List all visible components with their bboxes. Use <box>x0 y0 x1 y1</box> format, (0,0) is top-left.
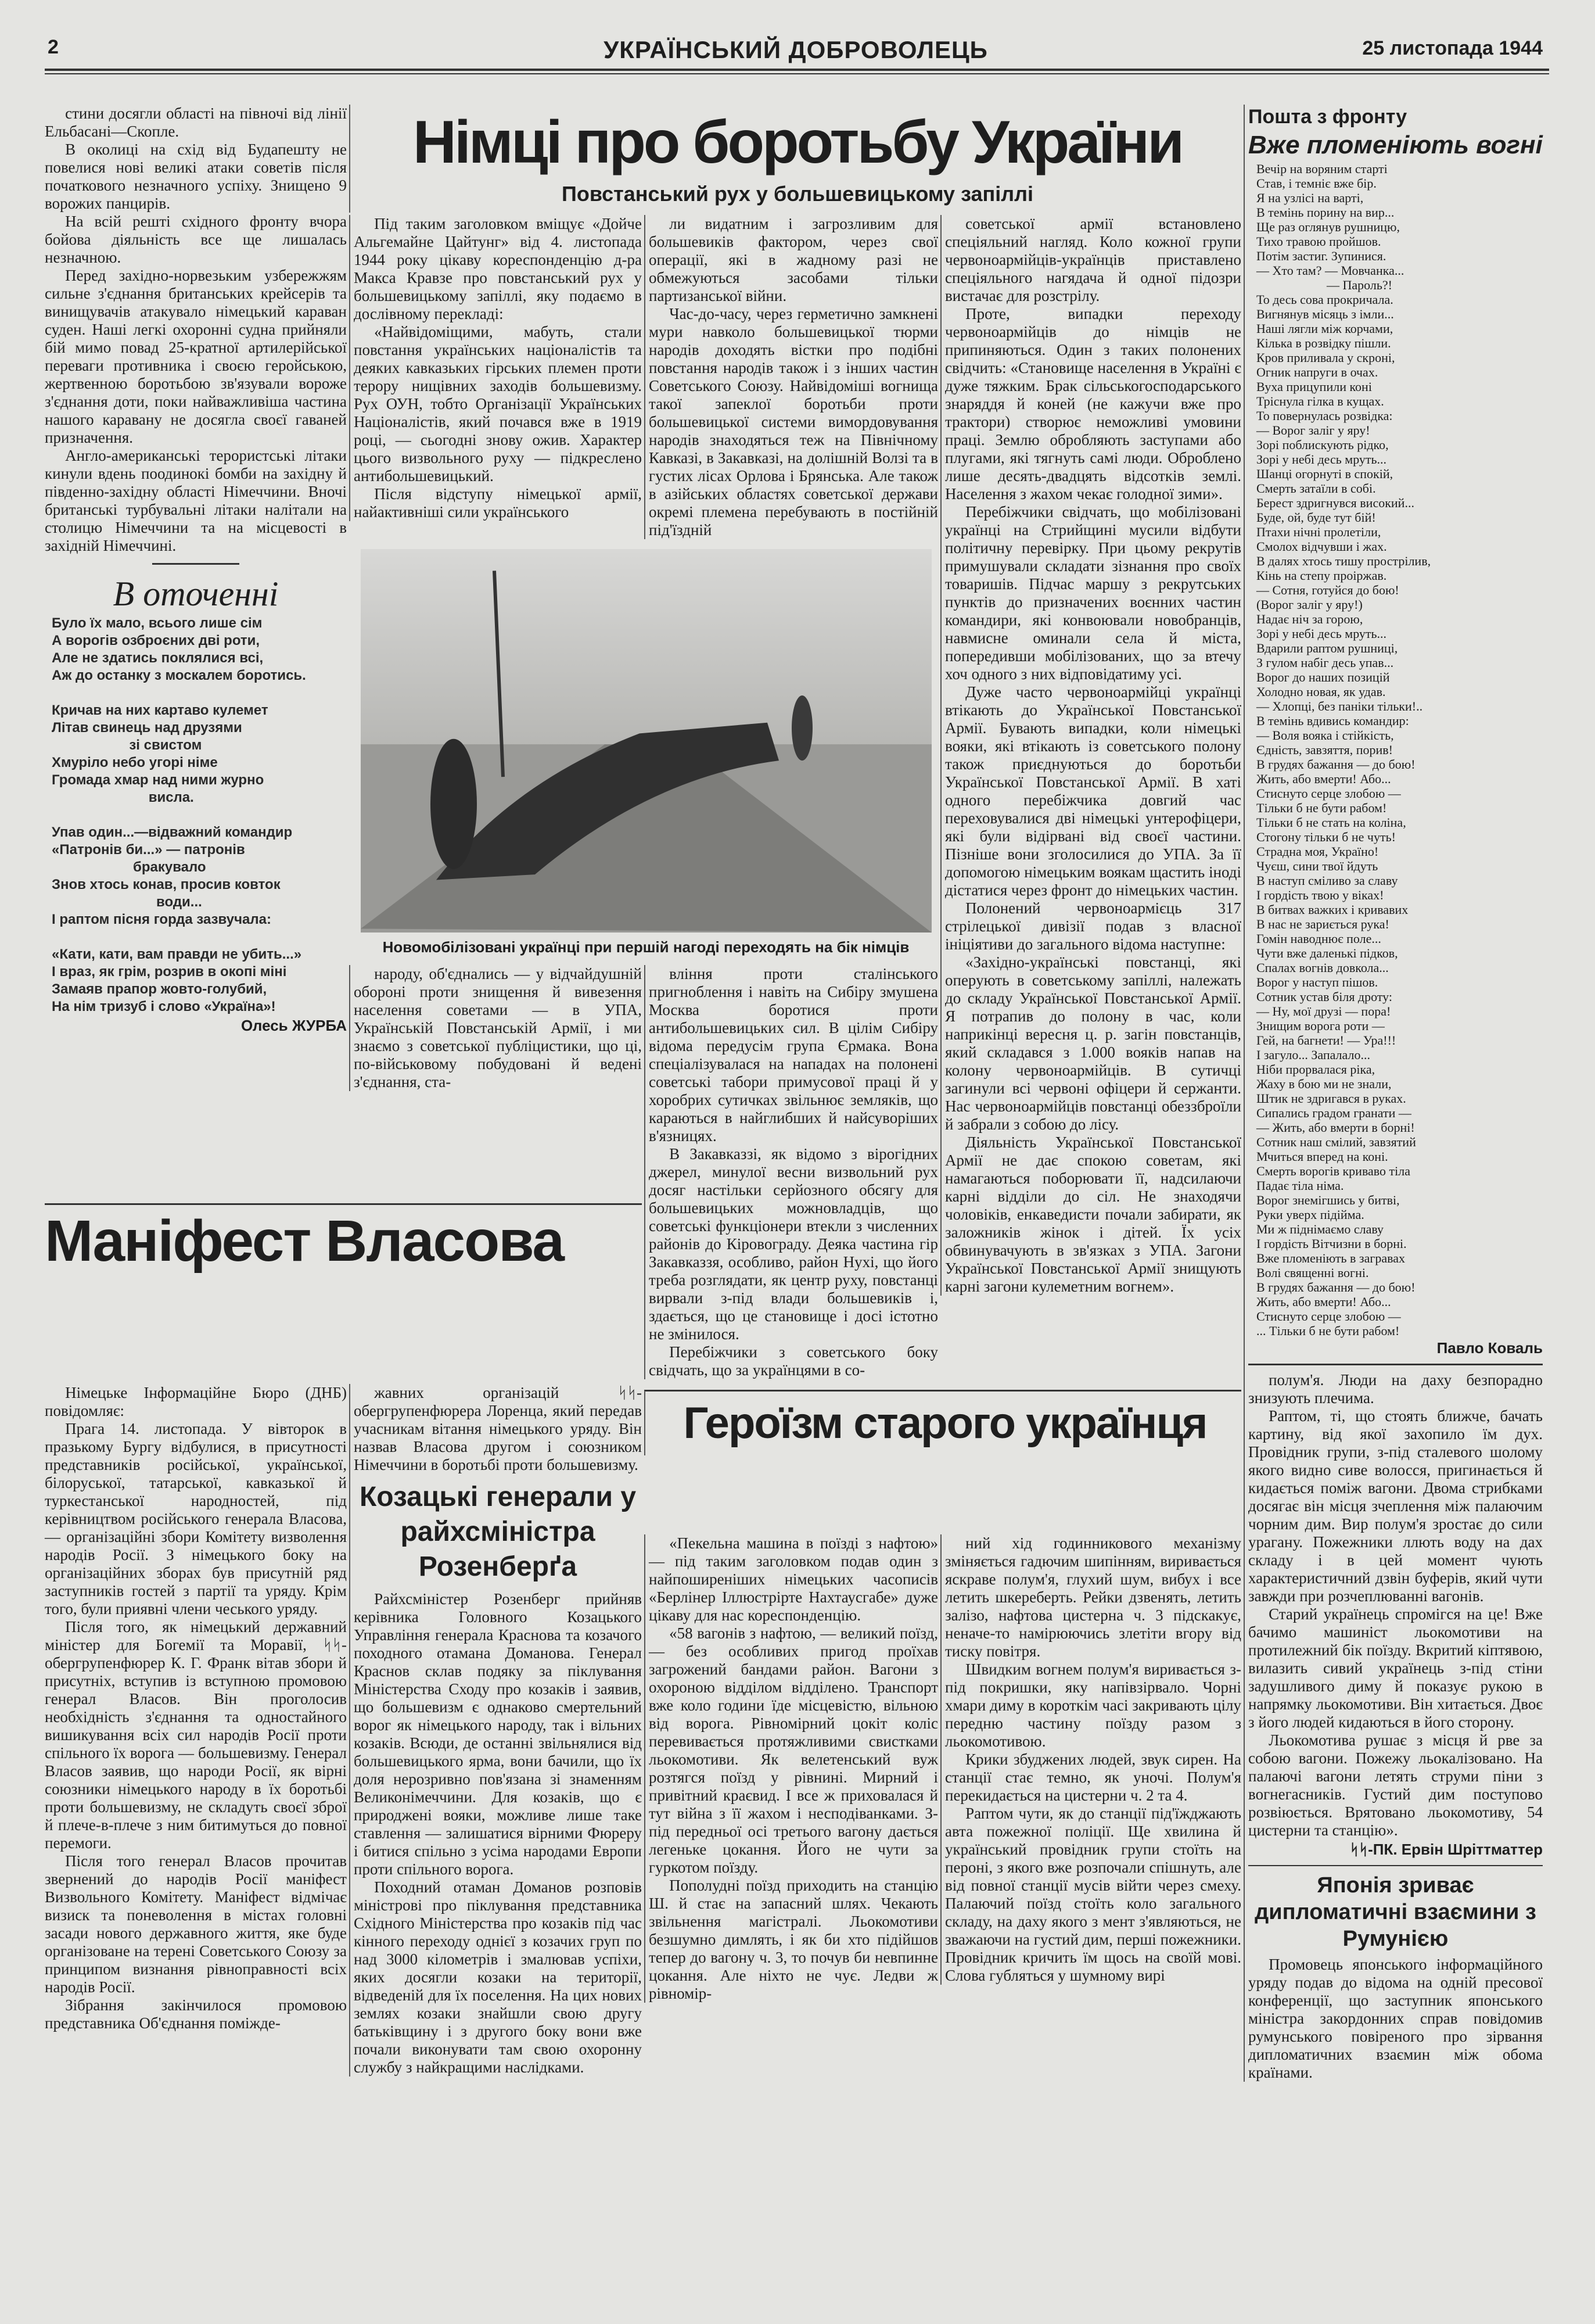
poem-line: Упав один...—відважний командир <box>52 824 293 840</box>
paragraph: Під таким заголовком вміщує «Дойче Альгемайне Цайтунг» від 4. листопада 1944 року цікаву кореспонденцію д-ра Макса Кравзе про повстанський рух у большевицькому запіллі, яку подаємо в дослівному перекладі: <box>354 215 642 323</box>
main-col-2 <box>644 215 938 539</box>
poem-line: Вечір на воряним старті <box>1256 162 1388 176</box>
page-number: 2 <box>48 36 59 58</box>
heroism-author: ᛋᛋ-ПК. Ервін Шріттматтер <box>1349 1841 1543 1858</box>
paragraph: ли видатним і загрозливим для большевиків фактором, через свої операції, які в жадному разі не обмежуються засобами тільки партизанської війни. <box>649 215 938 305</box>
paragraph: полум'я. Люди на даху безпорадно знизують плечима. <box>1248 1371 1543 1407</box>
paragraph: Швидким вогнем полум'я виривається з-під покришки, яку напівзірвало. Чорні хмари диму в короткім часі закривають цілу передню частину поїзду разом з льокомотивою. <box>945 1660 1241 1751</box>
poem-line: Ворог у наступ пішов. <box>1256 975 1378 989</box>
paragraph: Після відступу німецької армії, найактивніші сили українського <box>354 485 642 521</box>
poem-line: Ми ж піднімаємо славу <box>1256 1222 1384 1236</box>
poem-line: Вже пломеніють в загравах <box>1256 1251 1406 1265</box>
poem-line: І загуло... Запалало... <box>1256 1048 1370 1062</box>
poem-line: Жаху в бою ми не знали, <box>1256 1077 1392 1091</box>
main-headline: Німці про боротьбу України <box>412 109 1183 176</box>
paragraph: Пополудні поїзд приходить на станцію Ш. й стає на запасний шлях. Чекають звільнення магістралі. Льокомотиви безшумно димлять, і як би хто підійшов тепер до вагону ч. 3, то почув би невпинне цокання. Але ніхто не чує. Ледви ж рівномір- <box>649 1877 938 2003</box>
poem-line: В темінь вдивись командир: <box>1256 713 1409 728</box>
poem-line: Ще раз оглянув рушницю, <box>1256 220 1400 234</box>
poem-line: Хмуріло небо угорі німе <box>52 755 218 770</box>
front-mail-poem <box>1248 162 1543 1338</box>
poem-line: І гордість Вітчизни в борні. <box>1256 1236 1407 1251</box>
poem-line: Жить, або вмерти! Або... <box>1256 772 1391 786</box>
issue-date: 25 листопада 1944 <box>1362 37 1543 59</box>
poem-line: З гулом набіг десь упав... <box>1256 655 1394 670</box>
paragraph: Після того, як німецький державний міністер для Богемії та Моравії, ᛋᛋ-обергрупенфюрер К. Г. Франк вітав збори й присутніх, вступив із вступною промовою генерал Власов. Він проголосив необхідність з'єднання та одностайного вишикування всіх сил народів Росії проти спільного їх ворога — большевизму. Генерал Власов заявив, що народи Росії, як вірні союзники німецького народу в їх боротьбі проти большевизму, не складуть своєї зброї й плече-в-плече з ним битимуться до повної перемоги. <box>45 1618 347 1852</box>
left-column <box>45 105 347 1035</box>
poem-line: То повернулась розвідка: <box>1256 408 1393 423</box>
paragraph: Райхсміністер Розенберг прийняв керівника Головного Козацького Управління генерала Краснова та козачого походного отамана Доманова. Генерал Краснов склав подяку за піклування Міністерства Сходу про козаків і заявив, що большевизм є однаково смертельний ворог як німецького народу, так і вільних козаків. Всюди, де останні звільнялися від большевицького ярма, вони бачили, що їх доля нерозривно пов'язана зі знаменням Великонімеччини. Для козаків, що є природжені вояки, можливе лише таке ставлення — залишатися вірними Фюреру і битися спільно з усіма народами Европи проти спільного ворога. <box>354 1590 642 1878</box>
poem-line: «Кати, кати, вам правди не убить...» <box>52 946 302 962</box>
poem-line: Спалах вогнів довкола... <box>1256 960 1389 975</box>
main-col-2-lower <box>644 965 938 1379</box>
poem-line: І гордість твою у віках! <box>1256 888 1384 902</box>
poem-line: Кров приливала у скроні, <box>1256 350 1395 365</box>
paragraph: «58 вагонів з нафтою, — великий поїзд, — без особливих пригод проїхав загрожений бандами район. Вагони з охороною відділом відділено. Транспорт вже коло години їде місцевістю, вільною від ворога. Рівномірний цокіт коліс перевивається протяжливими свистками льокомотиви. Як велетенський вуж розтягся поїзд у рівнині. Мирний і привітний краєвид. І все ж приховалася й тут війна з її жахом і несподіванками. З-під передньої осі третього вагону дається легеньке цокання. Його не чути за гуркотом поїзду. <box>649 1624 938 1877</box>
main-header <box>349 105 1241 213</box>
masthead-rule-thin <box>45 73 1549 74</box>
paragraph: Промовець японського інформаційного уряду подав до відома на одній пресової конференції, що заступник японського міністра закордонних справ повідомив румунського повіреного про зірвання дипломатичних взаємин між обома країнами. <box>1248 1956 1543 2081</box>
vlasov-col-2 <box>354 1384 642 1474</box>
poem-line: Зорі поблискують рідко, <box>1256 437 1389 452</box>
poem-line: Тільки б не бути рабом! <box>1256 801 1387 815</box>
poem-line: Замаяв прапор жовто-голубий, <box>52 981 267 997</box>
poem-line: висла. <box>52 790 194 805</box>
poem-line: Чути вже даленькі підков, <box>1256 946 1398 960</box>
poem-line: Вуха прицупили коні <box>1256 379 1372 394</box>
poem-line: Огник напруги в очах. <box>1256 365 1378 379</box>
poem-line: Кілька в розвідку пішли. <box>1256 336 1391 350</box>
main-col-1-lower <box>349 965 642 1091</box>
paragraph: стини досягли області на півночі від лінії Ельбасані—Скопле. <box>45 105 347 140</box>
poem-line <box>52 928 347 946</box>
poem-line: В грудях бажання — до бою! <box>1256 1280 1416 1294</box>
paragraph: В околиці на схід від Будапешту не повелися нові великі атаки советів після початкового незначного успіху. Знищено 9 ворожих панцирів. <box>45 141 347 212</box>
paragraph: Англо-американські терористські літаки кинули вдень поодинокі бомби на західну й південно-західну області Німеччини. Вночі британські турбувальні літаки налітали на столицю Німеччини та на місцевості в західній Німеччині. <box>45 447 347 554</box>
poem-line: — Хто там? — Мовчанка... <box>1256 263 1404 278</box>
poem-line: Птахи нічні пролетіли, <box>1256 525 1381 539</box>
poem-line: «Патронів би...» — патронів <box>52 842 245 858</box>
poem-line: Сипались градом гранати — <box>1256 1106 1411 1120</box>
paragraph: Проте, випадки переходу червоноармійців до німців не припиняються. Один з таких полонених свідчить: «Становище населення в Україні є дуже тяжким. Брак сільськогосподарського знаряддя й коней (не кажучи вже про трактори) створює неможливі умовини праці. Землю обробляють заступами або плугами, які тягнуть самі люди. Оброблено лише десять-двадцять відсотків землі. Населення з жахом чекає голодної зими». <box>945 305 1241 503</box>
paragraph: Перебіжчики з советського боку свідчать, що за українцями в со- <box>649 1343 938 1379</box>
poem-line: Вдарили раптом рушниці, <box>1256 641 1398 655</box>
paragraph: жавних організацій ᛋᛋ-обергрупенфюрера Лоренца, який передав учасникам вітання німецького уряду. Він назвав Власова другом і союзником Німеччини в боротьбі проти большевизму. <box>354 1384 642 1474</box>
vlasov-headline: Маніфест Власова <box>45 1208 563 1274</box>
front-mail-kicker: Пошта з фронту <box>1248 106 1407 128</box>
japan-article <box>1248 1956 1543 2082</box>
poem-line: Стогону тільки б не чуть! <box>1256 830 1396 844</box>
main-col-3 <box>940 215 1241 1296</box>
poem-line: Кінь на степу проіржав. <box>1256 568 1387 583</box>
poem-line: В грудях бажання — до бою! <box>1256 757 1416 772</box>
paragraph: Раптом чути, як до станції під'їжджають авта пожежної поліції. Ще хвилина й український провідник групи стоїть на пероні, з якого вже розпочали спішнуть, але від повної станції мусів війти через смеху. Палаючий поїзд стоїть коло загального складу, на даху якого з мент з'являються, не зважаючи на густий дим, перші пожежники. Провідник кричить їм щось на своїй мові. Слова губляться у шумному вирі <box>945 1805 1241 1985</box>
paragraph: «Західно-українські повстанці, які оперують в советському запіллі, належать до складу Української Повстанської Армії. Я потрапив до полону в час, коли наприкінці вересня ц. р. загін повстанців, який складався з 1.000 вояків напав на колону червоноармійців. В сутичці загинули всі червоні офіцери й сержанти. Нас червоноармійців повстанці обеззброїли й забрали з собою до лісу. <box>945 953 1241 1134</box>
heroism-col-2 <box>940 1534 1241 1985</box>
masthead-rule <box>45 69 1549 71</box>
heroism-col-1 <box>644 1534 938 2003</box>
poem-line: бракувало <box>52 859 206 875</box>
heroism-header <box>644 1390 1241 1455</box>
poem-line: води... <box>52 894 202 910</box>
poem-line: Шанці огорнуті в спокій, <box>1256 467 1393 481</box>
vlasov-col-1 <box>45 1384 347 2032</box>
vlasov-col-2-block <box>349 1384 642 2076</box>
divider <box>1248 1865 1543 1866</box>
poem-line: (Ворог заліг у яру!) <box>1256 597 1363 612</box>
poem-line: Волі священні вогні. <box>1256 1265 1369 1280</box>
paragraph: Старий українець спромігся на це! Вже бачимо машиніст льокомотиви на протилежний бік поїзду. Вкритий кіптявою, вилазить сивий українець з-під стіни задушливого диму й показує рукою в напрямку льокомотиви. Він хитається. Двоє з його людей кидаються в його сторону. <box>1248 1605 1543 1731</box>
poem-line: І раптом пісня горда зазвучала: <box>52 912 271 927</box>
poem-line: Гомін наводнює поле... <box>1256 931 1381 946</box>
poem-line: Знов хтось конав, просив ковток <box>52 877 281 892</box>
front-mail-author: Павло Коваль <box>1436 1339 1543 1357</box>
poem-line: Берест здригнувся високий... <box>1256 496 1414 510</box>
poem-line: Страдна моя, Україно! <box>1256 844 1379 859</box>
heroism-col-3 <box>1248 1371 1543 1839</box>
divider <box>1248 1364 1543 1365</box>
poem-line: В наступ сміливо за славу <box>1256 873 1398 888</box>
paragraph: «Найвідоміщими, мабуть, стали повстання українських націоналістів та деяких кавказьких гірських племен проти терору нищівних заходів большевизму. Рух ОУН, тобто Організації Українських Націоналістів, який почався вже в 1919 році, — сьогодні знову ожив. Характер цього визвольного руху — підкреслено антибольшевицький. <box>354 323 642 485</box>
poem-line: Зорі у небі десь мруть... <box>1256 626 1387 641</box>
poem-line: Мчиться вперед на коні. <box>1256 1149 1388 1164</box>
right-column <box>1244 105 1543 2082</box>
poem-line: — Жить, або вмерти в борні! <box>1256 1120 1415 1135</box>
newspaper-title: УКРАЇНСЬКИЙ ДОБРОВОЛЕЦЬ <box>603 36 988 63</box>
paragraph: Діяльність Української Повстанської Армії не дає спокою советам, які намагаються поборювати її, надсилаючи карні відділи до сіл. Не знаходячи чоловіків, енкаведисти почали забирати, як заложників жінок і дітей. Їх усіх обвинувачують в зв'язках з УПА. Загони Української Повстанської Армії знищують карні загони кулеметним вогнем». <box>945 1134 1241 1296</box>
poem-line: Сотник устав біля дроту: <box>1256 989 1392 1004</box>
poem-line: — Воля вояка і стійкість, <box>1256 728 1394 743</box>
poem-line: І враз, як грім, розрив в окопі міні <box>52 964 287 980</box>
paragraph: Перебіжчики свідчать, що мобілізовані українці на Стрийщині мусили відбути політичну перевірку. При цьому рекрутів примушували складати зізнання про своїх товаришів. Підчас маршу з рекрутських пунктів до призначених воєнних частин командири, які конвоювали новобранців, навмисне оминали села й міста, попередивши мобілізованих, що за втечу хоч одного з них відповідатиму усі. <box>945 503 1241 683</box>
poem-line: — Сотня, готуйся до бою! <box>1256 583 1399 597</box>
paragraph: Зібрання закінчилося промовою представника Об'єднання поміжде- <box>45 1996 347 2032</box>
paragraph: ний хід годинникового механізму зміняється гадючим шипінням, виривається яскраве полум'я, глухий шум, вибух і все летить шкереберть. Рейки дзвенять, летить залізо, нафтова цистерна ч. 3 підскакує, неначе-то намірюючись злетіти вгору від тиску повітря. <box>945 1534 1241 1660</box>
paragraph: Німецьке Інформаційне Бюро (ДНБ) повідомляє: <box>45 1384 347 1420</box>
poem-line: В темінь порину на вир... <box>1256 205 1395 220</box>
poem-line: А ворогів озброєних дві роти, <box>52 633 260 648</box>
poem-line: Потім застиг. Зупинися. <box>1256 249 1386 263</box>
poem-line: Ворог знемігшись у битві, <box>1256 1193 1400 1207</box>
poem-line: Стиснуто серце злобою — <box>1256 786 1401 801</box>
poem-line: В битвах важких і кривавих <box>1256 902 1409 917</box>
paragraph: народу, об'єднались — у відчайдушній обороні проти знищення й вивезення населення советами — в УПА, Українській Повстанській Армії, і ми знаємо з советської публіцистики, що ці, по-військовому побудовані й ведені з'єднання, ста- <box>354 964 642 1091</box>
paragraph: Після того генерал Власов прочитав звернений до народів Росії маніфест Визвольного Комітету. Маніфест відмічає визиск та поневолення в містах головні засади нового державного життя, яке буде організоване на терені Советського Союзу за принципом визнання рівноправності всіх народів Росії. <box>45 1852 347 1996</box>
poem-title: В оточенні <box>113 575 279 613</box>
cossacks-article <box>354 1590 642 2076</box>
poem-line: Ворог до наших позицій <box>1256 670 1390 684</box>
poem-line: Тріснула гілка в кущах. <box>1256 394 1384 408</box>
poem-line: В нас не зариється рука! <box>1256 917 1389 931</box>
poem-line: Чуєш, сини твої йдуть <box>1256 859 1378 873</box>
photo-block <box>354 542 938 963</box>
paragraph: В Закавказзі, як відомо з вірогідних джерел, минулої весни визвольний рух досяг настільки серйозного обсягу для большевицьких можновладців, що советські функціонери втекли з численних районів до Кіровограду. Деяка частина гір Закавказзя, особливо, район Нухі, що його треба розглядати, як центр руху, повстанці вирвали з-під влади большевиків і, здається, що це становище і досі істотно не змінилося. <box>649 1145 938 1343</box>
poem-line: Буде, ой, буде тут бій! <box>1256 510 1376 525</box>
poem-line: Руки уверх підійма. <box>1256 1207 1364 1222</box>
paragraph: Полонений червоноармієць 317 стрілецької дивізії подав з власної ініціятиви до загального відома наступне: <box>945 899 1241 953</box>
war-report <box>45 105 347 555</box>
poem-line: Вигнянув місяць з імли... <box>1256 307 1394 321</box>
poem-line: Єдність, завзяття, порив! <box>1256 743 1393 757</box>
poem-line: Стиснуто серце злобою — <box>1256 1309 1401 1324</box>
paragraph: вління проти сталінського пригноблення і навіть на Сибіру змушена Москва боротися проти антибольшевицьких сил. В цілім Сибіру відома передусім група Єрмака. Вона спеціалізувалася на нападах на полонені советські табори примусової праці й у хоробрих сутичках звільнює земляків, що караються в найглибших й найсуворіших в'язницях. <box>649 964 938 1145</box>
poem-line: Смерть ворогів криваво тіла <box>1256 1164 1411 1178</box>
poem-line: — Ну, мої друзі — пора! <box>1256 1004 1391 1018</box>
heroism-headline: Героїзм старого українця <box>683 1398 1207 1448</box>
poem-line: Тихо травою пройшов. <box>1256 234 1381 249</box>
main-col-1 <box>349 215 642 521</box>
paragraph: Крики збуджених людей, звук сирен. На станції стає темно, як уночі. Полум'я перекидається на цистерни ч. 2 та 4. <box>945 1751 1241 1805</box>
poem-line: Я на узлісі на варті, <box>1256 191 1364 205</box>
paragraph: советської армії встановлено спеціяльний нагляд. Коло кожної групи червоноармійців-українців приставлено спеціяльного нагядача й одної підозри вистачає для розстрілу. <box>945 215 1241 305</box>
poem-encircled <box>45 615 347 1016</box>
paragraph: Прага 14. листопада. У вівторок в празькому Бургу відбулися, в присутності представників російської, української, білоруської, татарської, кавказької й туркестанської народностей, під керівництвом російського генерала Власова, — організаційні збори Комітету визволення народів Росії. З німецького боку на організаційних зборах був присутній ряд заступників гостей з партії та уряду. Крім того, були приявні члени чеського уряду. <box>45 1420 347 1618</box>
vlasov-header <box>45 1203 642 1277</box>
poem-line: Смолох відчувши і жах. <box>1256 539 1387 554</box>
poem-line: Знищим ворога роти — <box>1256 1018 1385 1033</box>
page-grid <box>45 105 1543 2082</box>
paragraph: «Пекельна машина в поїзді з нафтою» — під таким заголовком подав один з найпоширеніших німецьких часописів «Берлінер Іллюстрірте Нахтаусгабе» дуже цікаву для нас кореспонденцію. <box>649 1534 938 1624</box>
poem-line: — Хлопці, без паніки тільки!.. <box>1256 699 1423 713</box>
poem-line: Літав свинець над друзями <box>52 720 242 736</box>
poem-line: Ніби прорвалася ріка, <box>1256 1062 1375 1077</box>
paragraph: Час-до-часу, через герметично замкнені мури навколо большевицької тюрми народів доходять вістки про подібні повстання народів також і з інших частин Советського Союзу. Найвідоміші вогнища такої запеклої боротьби проти большевицької системи вимордовування народів знаходяться теж на Північному Кавказі, в Закавказі, на долішній Волзі та в густих лісах Орлова і Брянська. Але також в азійських областях советської держави окремі племена перебувають в постійній під'їздній <box>649 305 938 539</box>
paragraph: Раптом, ті, що стоять ближче, бачать картину, від якої захопило їм дух. Провідник групи, з-під сталевого шолому якого видно сиве волосся, пригинається й кидається поміж вагони. Двома стрибками досягає він місця зчеплення між палаючим чорним дим. Вир полум'я зростає до сили урагану. Пожежники ллють воду на дах складу і в цей момент чують характеристичний дзвін буферів, який чути завжди при розчеплюванні вагонів. <box>1248 1407 1543 1605</box>
poem-line: Жить, або вмерти! Або... <box>1256 1294 1391 1309</box>
poem-line: Аж до останку з москалем боротись. <box>52 668 306 683</box>
poem-line: Став, і темніє вже бір. <box>1256 176 1377 191</box>
paragraph: Льокомотива рушає з місця й рве за собою вагони. Пожежу льокалізовано. На палаючі вагони летять струми піни з вогнегасників. Густий дим поступово розвіюється. Врятовано льокомотиву, 54 цистерни та станцію». <box>1248 1731 1543 1839</box>
poem-line: В далях хтось тишу прострілив, <box>1256 554 1431 568</box>
poem-line: Кричав на них картаво кулемет <box>52 702 268 718</box>
news-photo <box>361 549 932 933</box>
poem-line <box>52 684 347 702</box>
poem-line: Було їх мало, всього лише сім <box>52 615 263 631</box>
poem-line: Надає ніч за горою, <box>1256 612 1363 626</box>
paragraph: Перед західно-норвезьким узбережжям сильне з'єднання британських крейсерів та винищувачів атакувало німецький караван суден. Наші легкі охоронні судна прийняли бій мимо повад 25-кратної артилерійської переваги противника і своєю геройською, жертвенною боротьбою зв'язували вороже з'єднання доти, поки найважливіша частина нашого каравану не досягла своєї гаваней призначення. <box>45 267 347 446</box>
japan-headline: Японія зриває дипломатичні взаємини з Румунією <box>1255 1873 1536 1951</box>
poem-line: Смерть затаїли в собі. <box>1256 481 1376 496</box>
poem-line: — Ворог заліг у яру! <box>1256 423 1370 437</box>
poem-line: Наші лягли між корчами, <box>1256 321 1393 336</box>
poem-line: На нім тризуб і слово «Україна»! <box>52 999 276 1014</box>
poem-line: — Пароль?! <box>1256 278 1392 292</box>
paragraph: Походний отаман Доманов розповів міністрові про піклування представника Східного Міністерства про козаків під час кінного переходу однієї з козачих груп по над 3000 кілометрів і змалював успіхи, яких досягли козаки на території, відведеній для їх поселення. На цих нових землях козаки знайшли свою другу батьківщину і з другого боку вони вже почали виконувати там свою охоронну службу з найкращими наслідками. <box>354 1878 642 2076</box>
poem-line: Штик не здригався в руках. <box>1256 1091 1406 1106</box>
poem-line: ... Тільки б не бути рабом! <box>1256 1324 1400 1338</box>
poem-line: Падає тіла німа. <box>1256 1178 1344 1193</box>
poem-line: Але не здатись поклялися всі, <box>52 650 264 666</box>
poem-line: Сотник наш смілий, завзятий <box>1256 1135 1416 1149</box>
poem-line: Громада хмар над ними журно <box>52 772 264 788</box>
poem-line: Холодно новая, як удав. <box>1256 684 1386 699</box>
cossacks-headline: Козацькі генерали у райхсміністра Розенберґа <box>359 1482 637 1583</box>
paragraph: Дуже часто червоноармійці українці втікають до Української Повстанської Армії. Бувають випадки, коли німецькі вояки, які втікають із советського полону також приєднуються до боротьби Української Повстанської Армії. В хаті одного перебіжчика довгий час переховувалися дві німецькі унтерофіцери, які були відірвані від своєї частини. Пізніше вони зголосилися до УПА. За її допомогою німецьким воякам щастить іноді дістатися через фронт до німецьких частин. <box>945 683 1241 899</box>
poem-line <box>52 806 347 824</box>
photo-caption: Новомобілізовані українці при першій нагоді переходять на бік німців <box>382 938 910 956</box>
divider <box>152 563 239 565</box>
poem-line: Тільки б не стать на коліна, <box>1256 815 1406 830</box>
poem-line: Зорі у небі десь мруть... <box>1256 452 1387 467</box>
poem-line: То десь сова прокричала. <box>1256 292 1393 307</box>
poem-author: Олесь ЖУРБА <box>241 1017 347 1034</box>
poem-line: Гей, на багнети! — Ура!!! <box>1256 1033 1396 1048</box>
paragraph: На всій решті східного фронту вчора бойова діяльність все ще лишалась незначною. <box>45 213 347 266</box>
main-subheadline: Повстанський рух у большевицькому запіллі <box>561 182 1034 206</box>
poem-line: зі свистом <box>52 737 202 753</box>
front-mail-title: Вже пломеніють вогні <box>1248 131 1543 159</box>
